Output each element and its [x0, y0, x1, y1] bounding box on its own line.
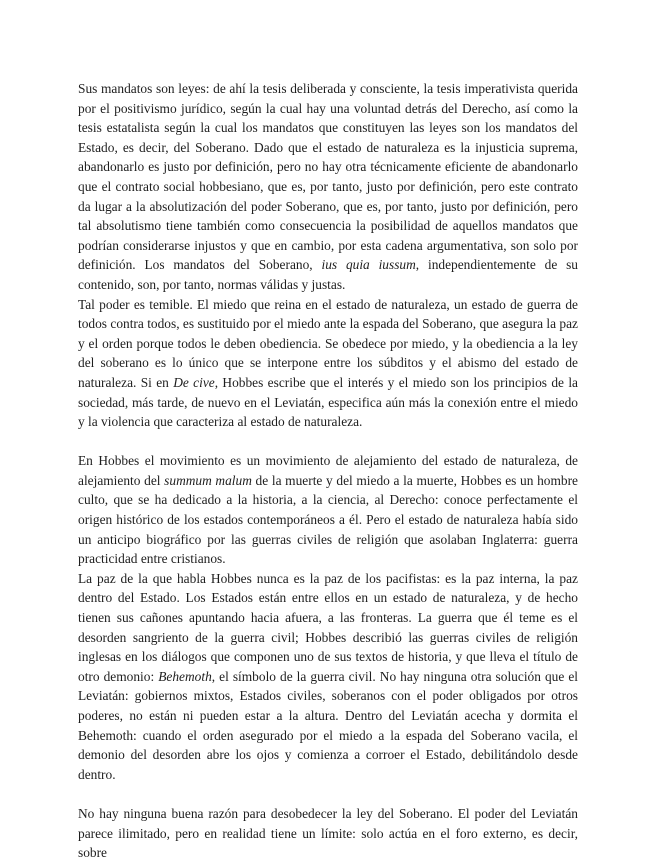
- paragraph-text: de la muerte y del miedo a la muerte, Hobbes es un hombre culto, que se ha dedicado a la historia, a la ciencia, al Derecho: conoce perfectamente el origen histórico de los estados contemporáneos a él. Pero el estado de naturaleza había sido un anticipo biográfico por las guerras civiles de religión que asolaban Inglaterra: guerra practicidad entre cristianos.: [78, 472, 578, 567]
- paragraph-mandatos: [78, 79, 578, 295]
- book-title: Behemoth: [158, 668, 212, 684]
- paragraph-text: , el símbolo de la guerra civil. No hay ninguna otra solución que el Leviatán: gobiernos mixtos, Estados civiles, soberanos con el poder obligados por otros poderes, no están ni pueden estar a la altura. Dentro del Leviatán acecha y dormita el Behemoth: cuando el orden asegurado por el miedo a la espada del Soberano vacila, el demonio del desorden abre los ojos y comienza a corroer el Estado, debilitándolo desde dentro.: [78, 668, 578, 782]
- paragraph-desobedecer: [78, 804, 578, 863]
- latin-phrase: summum malum: [164, 472, 252, 488]
- paragraph-poder-temible: [78, 295, 578, 432]
- book-title: De cive: [173, 374, 215, 390]
- document-page: [78, 79, 578, 863]
- paragraph-text: No hay ninguna buena razón para desobedecer la ley del Soberano. El poder del Leviatán parece ilimitado, pero en realidad tiene un límite: solo actúa en el foro externo, es decir, sobre: [78, 805, 578, 861]
- paragraph-paz: [78, 569, 578, 785]
- paragraph-movimiento: [78, 451, 578, 569]
- paragraph-gap: [78, 432, 578, 452]
- paragraph-text: La paz de la que habla Hobbes nunca es la paz de los pacifistas: es la paz interna, la paz dentro del Estado. Los Estados están entre ellos en un estado de naturaleza, y de hecho tienen sus cañones apuntando hacia afuera, a las fronteras. La guerra que él teme es el desorden sangriento de la guerra civil; Hobbes describió las guerras civiles de religión inglesas en los diálogos que componen uno de sus textos de historia, y que lleva el título de otro demonio:: [78, 570, 578, 684]
- latin-phrase: ius quia iussum: [321, 257, 416, 273]
- paragraph-gap: [78, 784, 578, 804]
- paragraph-text: Sus mandatos son leyes: de ahí la tesis deliberada y consciente, la tesis imperativista querida por el positivismo jurídico, según la cual hay una voluntad detrás del Derecho, así como la tesis estatalista según la cual los mandatos que constituyen las leyes son los mandatos del Estado, es decir, del Soberano. Dado que el estado de naturaleza es la injusticia suprema, abandonarlo es justo por definición, pero no hay otra técnicamente eficiente de abandonarlo que el contrato social hobbesiano, que es, por tanto, justo por definición, pero este contrato da lugar a la absolutización del poder Soberano, que es, por tanto, justo por definición, pero tal absolutismo tiene también como consecuencia la posibilidad de aquellos mandatos que podrían considerarse injustos y que en cambio, por esta cadena argumentativa, son solo por definición. Los mandatos del Soberano,: [78, 81, 578, 273]
- paragraph-text: Tal poder es temible. El miedo que reina en el estado de naturaleza, un estado de guerra de todos contra todos, es sustituido por el miedo ante la espada del Soberano, que asegura la paz y el orden porque todos le deben obediencia. Se obedece por miedo, y la obediencia a la ley del soberano es lo único que se interpone entre los súbditos y el abismo del estado de naturaleza. Si en: [78, 296, 578, 390]
- paragraph-text: , Hobbes escribe que el interés y el miedo son los principios de la sociedad, más tarde, de nuevo en el Leviatán, especifica aún más la conexión entre el miedo y la violencia que caracteriza al estado de naturaleza.: [78, 374, 578, 430]
- paragraph-text: , independientemente de su contenido, son, por tanto, normas válidas y justas.: [78, 257, 579, 292]
- paragraph-text: En Hobbes el movimiento es un movimiento de alejamiento del estado de naturaleza, de alejamiento del: [78, 453, 578, 488]
